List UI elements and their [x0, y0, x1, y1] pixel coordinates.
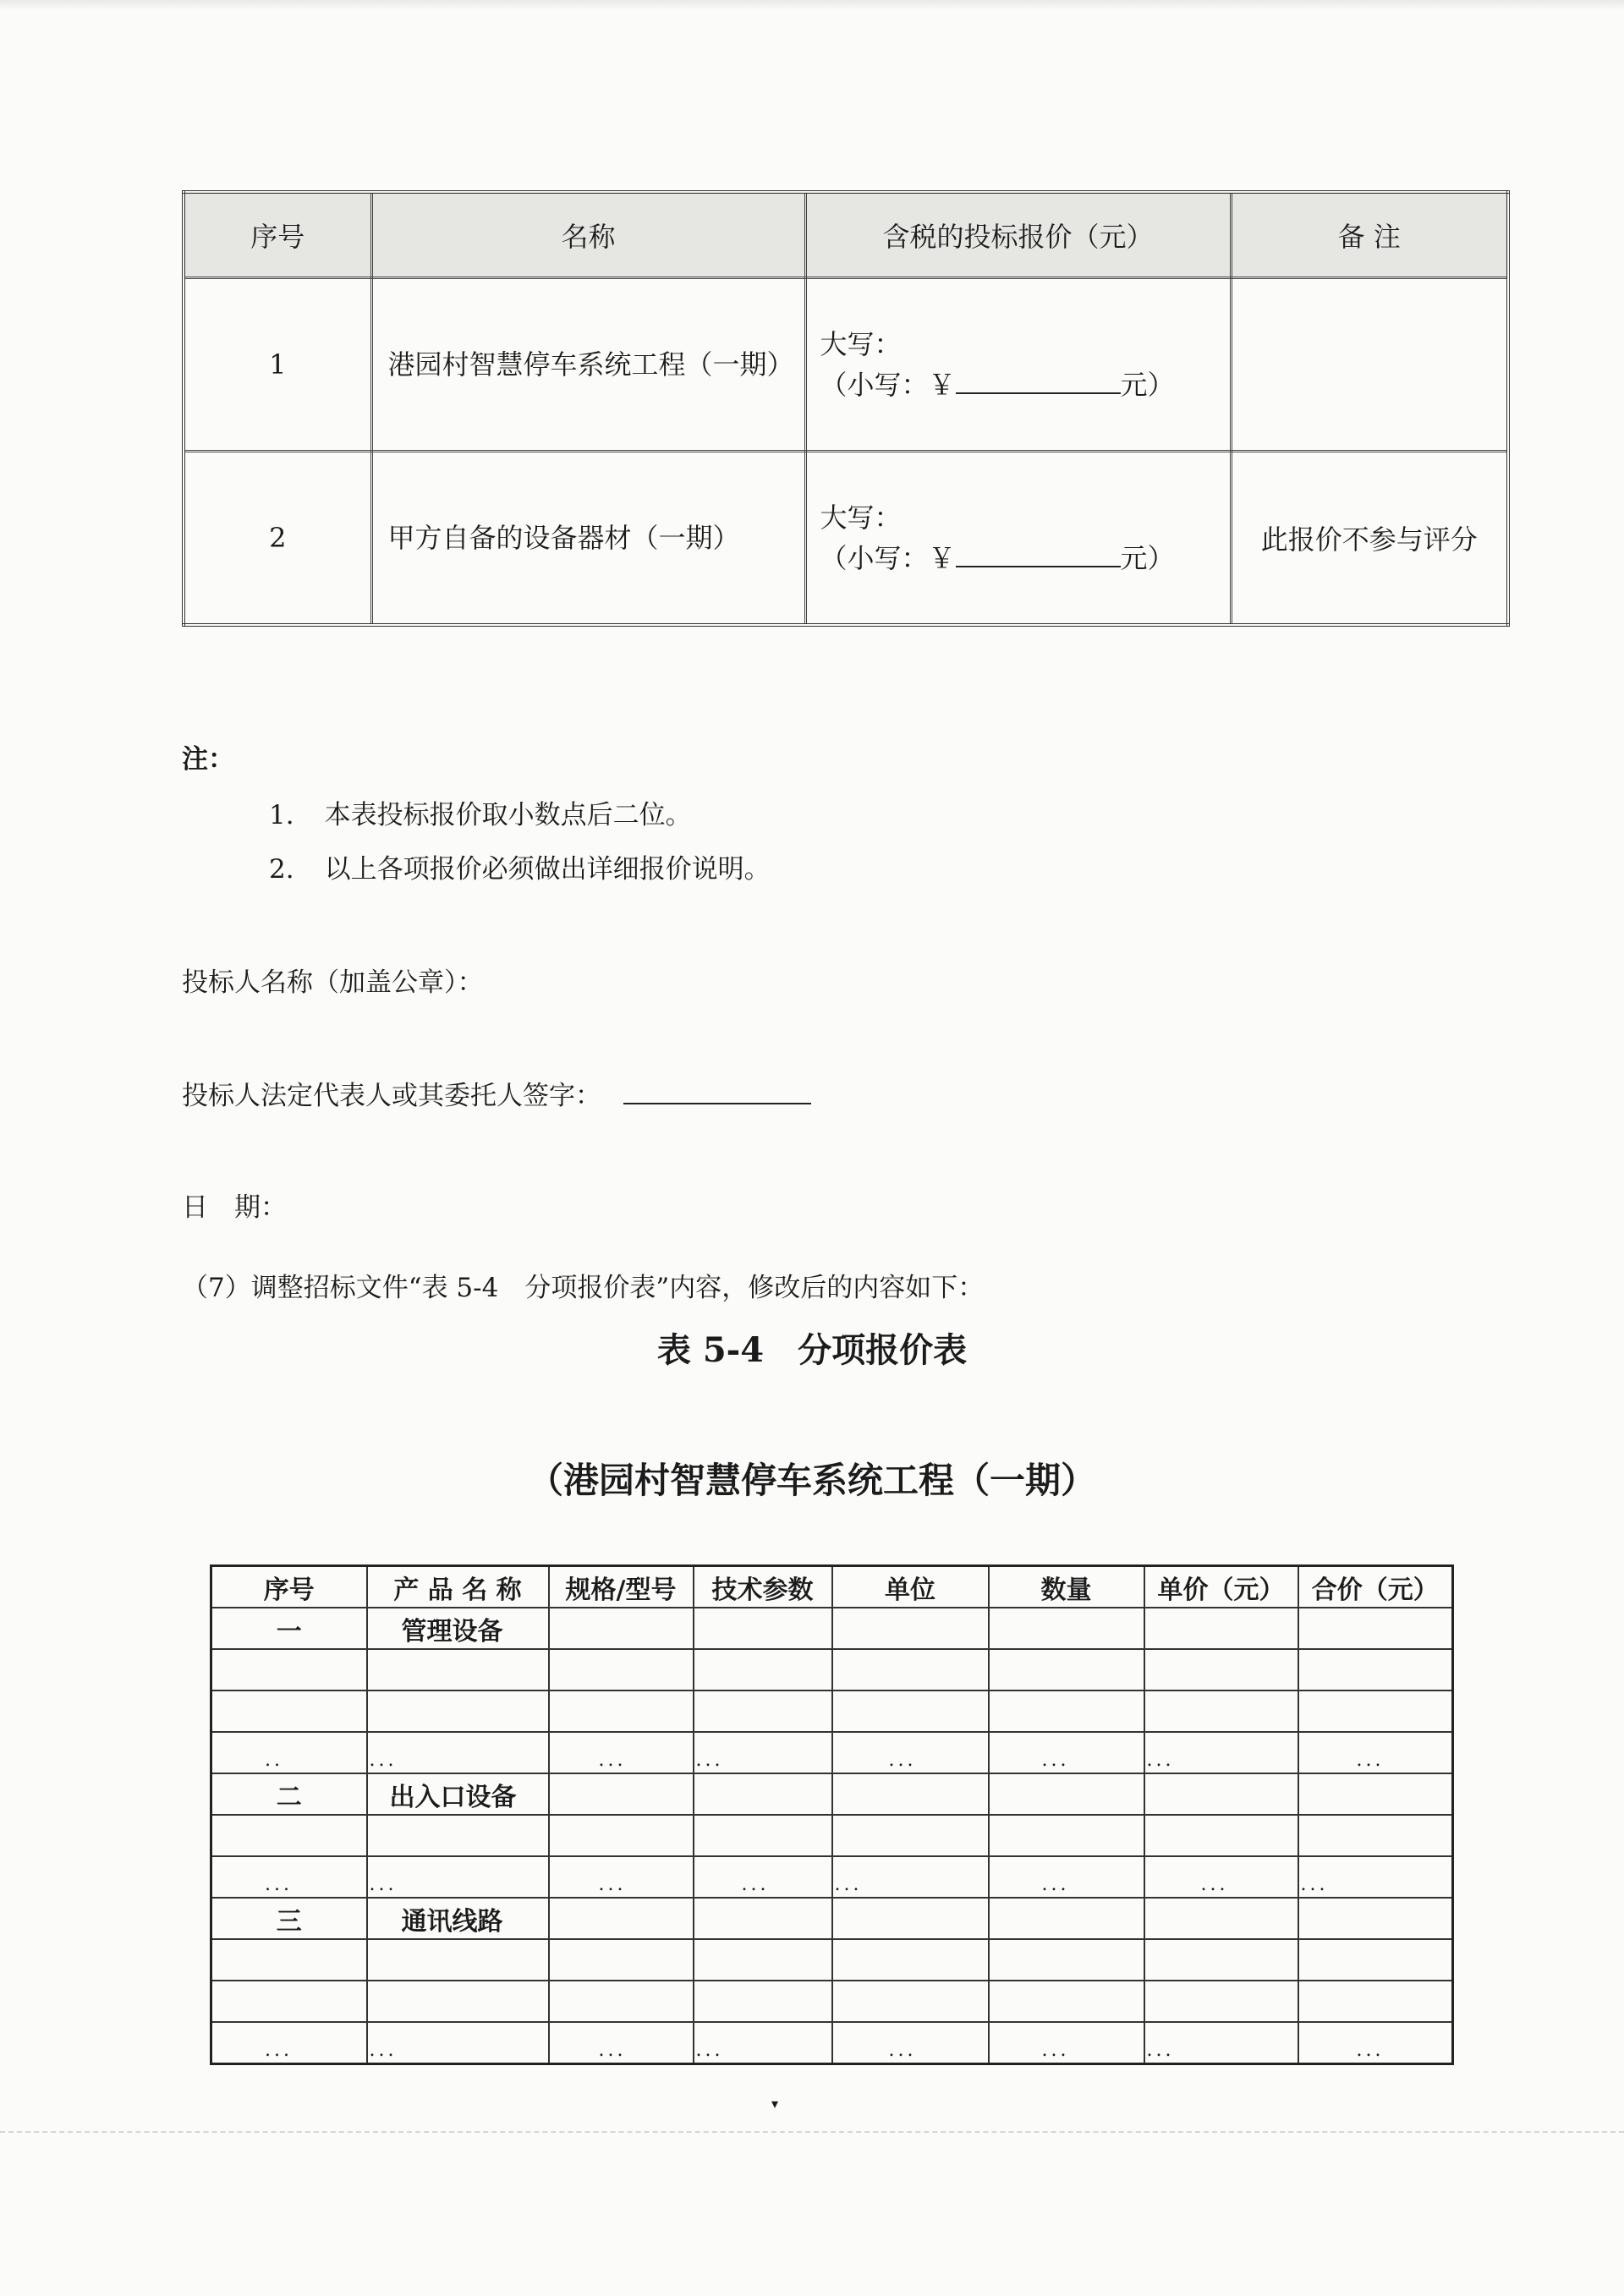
price-blank-line: [956, 367, 1121, 394]
ellipsis: ...: [367, 2022, 549, 2064]
header-name: 名称: [371, 192, 805, 278]
price-lower-prefix: （小写：￥: [820, 542, 956, 574]
ellipsis: ...: [832, 2022, 989, 2064]
section-row: [211, 1898, 1453, 1939]
ellipsis: ...: [549, 1856, 694, 1898]
price-blank-line: [956, 540, 1121, 567]
table-row: [211, 1939, 1453, 1981]
price-upper-label: 大写：: [820, 501, 902, 534]
bid-price-table: [182, 190, 1510, 627]
header-remark: 备 注: [1231, 192, 1508, 278]
price-lower-prefix: （小写：￥: [820, 369, 956, 401]
header-no: 序号: [184, 192, 371, 278]
ellipsis: ...: [1144, 2022, 1298, 2064]
ellipsis-row: [211, 1732, 1453, 1773]
ellipsis: ...: [367, 1856, 549, 1898]
section-name: 出入口设备: [367, 1773, 549, 1815]
scan-fold-line: [0, 2131, 1624, 2135]
representative-signature: [182, 1074, 811, 1112]
ellipsis: ...: [1298, 2022, 1453, 2064]
bid-price-row: [184, 452, 1508, 626]
col-unit: 单位: [832, 1566, 989, 1608]
col-product-name: 产 品 名 称: [367, 1566, 549, 1608]
note-item-1: [269, 793, 692, 831]
page-title: 表 5-4 分项报价表: [656, 1330, 968, 1370]
row-no: 1: [184, 278, 371, 452]
ellipsis: ...: [1298, 1856, 1453, 1898]
section-row: [211, 1773, 1453, 1815]
ellipsis: ...: [549, 1732, 694, 1773]
itemized-header-row: [211, 1566, 1453, 1608]
ellipsis: ...: [367, 1732, 549, 1773]
price-lower: [820, 538, 1216, 578]
note-text: 本表投标报价取小数点后二位。: [324, 800, 692, 830]
ellipsis: ...: [832, 1732, 989, 1773]
bidder-name-label: 投标人名称（加盖公章）：: [182, 967, 484, 998]
ellipsis: ...: [1144, 1732, 1298, 1773]
table-row: [211, 1981, 1453, 2022]
ellipsis: ...: [832, 1856, 989, 1898]
scan-edge-shadow: [0, 0, 1624, 10]
header-price: 含税的投标报价（元）: [805, 192, 1231, 278]
row-remark: 此报价不参与评分: [1231, 452, 1508, 626]
ellipsis-row: [211, 2022, 1453, 2064]
scan-mark: ▾: [771, 2096, 779, 2112]
col-unit-price: 单价（元）: [1144, 1566, 1298, 1608]
price-lower-suffix: 元）: [1120, 369, 1175, 401]
ellipsis: ...: [989, 2022, 1144, 2064]
ellipsis: ..: [211, 1732, 367, 1773]
notes-label: 注：: [182, 744, 234, 775]
col-no: 序号: [211, 1566, 367, 1608]
section-name: 通讯线路: [367, 1898, 549, 1939]
ellipsis: ...: [694, 1732, 832, 1773]
price-lower-suffix: 元）: [1120, 542, 1175, 574]
section-no: 一: [211, 1608, 367, 1649]
ellipsis: ...: [694, 2022, 832, 2064]
col-tech-params: 技术参数: [694, 1566, 832, 1608]
row-no: 2: [184, 452, 371, 626]
table-row: [211, 1649, 1453, 1690]
ellipsis: ...: [989, 1732, 1144, 1773]
table-row: [211, 1690, 1453, 1732]
price-lower: [820, 364, 1216, 405]
ellipsis-row: [211, 1856, 1453, 1898]
note-text: 以上各项报价必须做出详细报价说明。: [324, 854, 771, 885]
row-remark: [1231, 278, 1508, 452]
section-no: 二: [211, 1773, 367, 1815]
ellipsis: ...: [694, 1856, 832, 1898]
section-no: 三: [211, 1898, 367, 1939]
row-price: [805, 278, 1231, 452]
ellipsis: ...: [549, 2022, 694, 2064]
ellipsis: ...: [211, 1856, 367, 1898]
row-name: 港园村智慧停车系统工程（一期）: [371, 278, 805, 452]
section-name: 管理设备: [367, 1608, 549, 1649]
ellipsis: ...: [211, 2022, 367, 2064]
ellipsis: ...: [1298, 1732, 1453, 1773]
representative-label: 投标人法定代表人或其委托人签字：: [182, 1081, 601, 1111]
col-spec-model: 规格/型号: [549, 1566, 694, 1608]
col-quantity: 数量: [989, 1566, 1144, 1608]
row-name: 甲方自备的设备器材（一期）: [371, 452, 805, 626]
ellipsis: ...: [989, 1856, 1144, 1898]
note-number: 2.: [269, 854, 294, 885]
project-subtitle: （港园村智慧停车系统工程（一期）: [527, 1460, 1096, 1501]
price-upper-label: 大写：: [820, 328, 902, 360]
note-number: 1.: [269, 800, 294, 830]
signature-blank-line: [623, 1077, 811, 1104]
bid-price-header-row: [184, 192, 1508, 278]
ellipsis: ...: [1144, 1856, 1298, 1898]
section-row: [211, 1608, 1453, 1649]
itemized-price-table: [210, 1564, 1454, 2065]
bid-price-row: [184, 278, 1508, 452]
table-row: [211, 1815, 1453, 1856]
date-label: 日 期：: [182, 1192, 287, 1223]
adjust-note: （7）调整招标文件“表 5-4 分项报价表”内容，修改后的内容如下：: [182, 1273, 985, 1303]
col-total-price: 合价（元）: [1298, 1566, 1453, 1608]
row-price: [805, 452, 1231, 626]
note-item-2: [269, 847, 771, 885]
